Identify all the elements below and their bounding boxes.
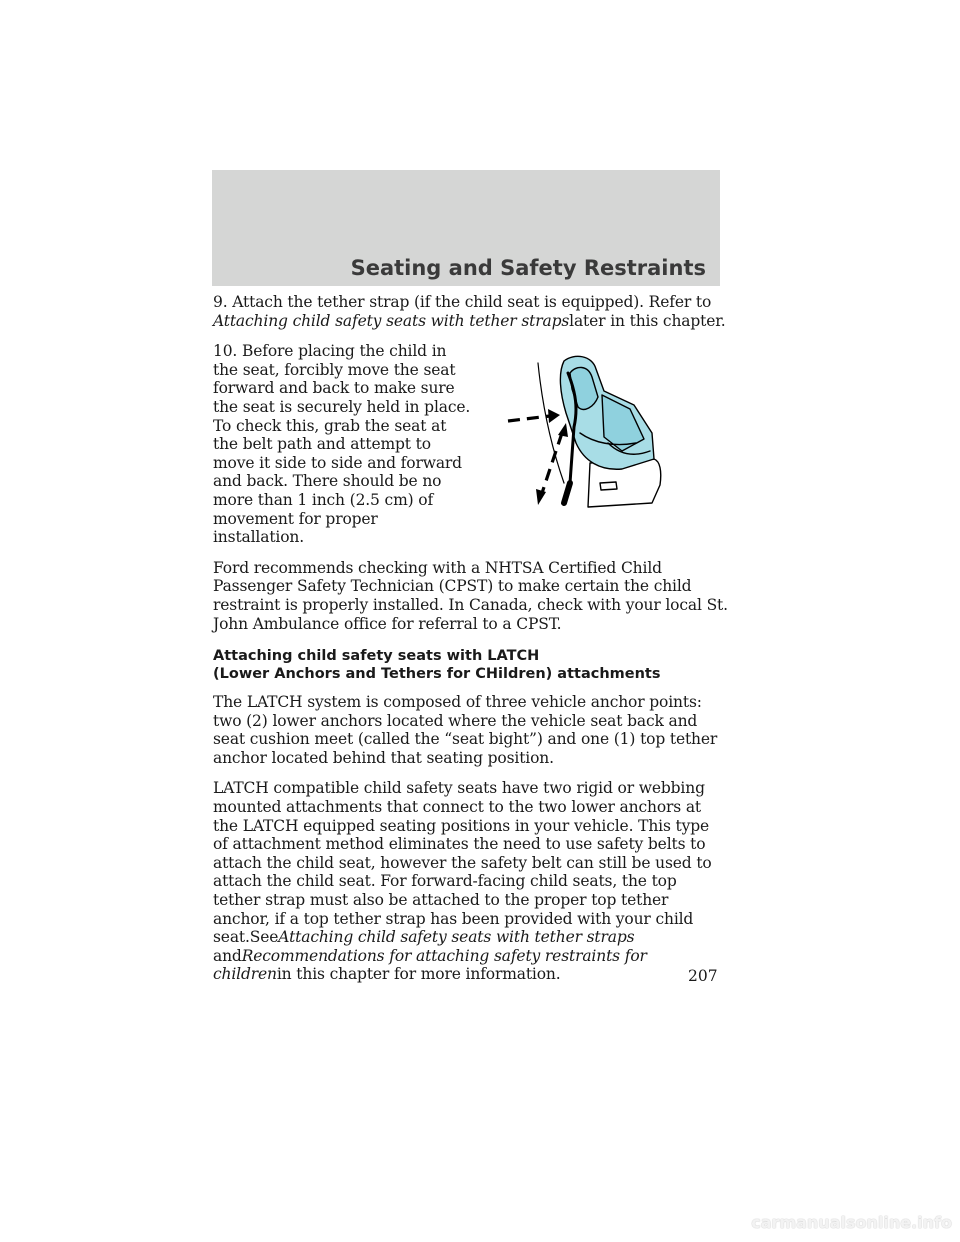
cpst-paragraph: Ford recommends checking with a NHTSA Certified Child Passenger Safety Technician (CPST) to make certain the child restraint is properly installed. In Canada, check with your local St. John Ambulance office for referral to a CPST. xyxy=(213,558,728,633)
page-number: 207 xyxy=(688,967,718,985)
page-content xyxy=(213,293,728,996)
watermark: carmanualsonline.info xyxy=(751,1213,952,1232)
tether-link: Attaching child safety seats with tether straps xyxy=(278,928,635,947)
latch-paragraph-1: The LATCH system is composed of three vehicle anchor points: two (2) lower anchors located where the vehicle seat back and seat cushion meet (called the “seat bight”) and one (1) top tether anchor located behind that seating position. xyxy=(213,693,718,767)
child-seat-illustration xyxy=(504,343,676,511)
fore-aft-arrow xyxy=(508,416,550,421)
latch-heading: Attaching child safety seats with LATCH (Lower Anchors and Tethers for CHildren) attachments xyxy=(213,648,661,683)
step-10-paragraph: 10. Before placing the child in the seat, forcibly move the seat forward and back to make sure the seat is securely held in place. To check this, grab the seat at the belt path and attempt to move it side to side and forward and back. There should be no more than 1 inch (2.5 cm) of movement for proper installation. xyxy=(213,342,471,547)
section-title: Seating and Safety Restraints xyxy=(350,256,706,280)
step-10-block xyxy=(213,342,728,547)
recommendations-link: Recommendations for attaching safety restraints for children xyxy=(213,946,647,984)
section-header-bar xyxy=(212,170,720,286)
latch-paragraph-2: LATCH compatible child safety seats have two rigid or webbing mounted attachments that connect to the two lower anchors at the LATCH equipped seating positions in your vehicle. This type of attachment method eliminates the need to use safety belts to attach the child seat, however the safety belt can still be used to attach the child seat. For forward-facing child seats, the top tether strap must also be attached to the proper top tether anchor, if a top tether strap has been provided with your child seat.SeeAttaching child safety seats with tether straps andRecommendations for attaching safety restraints for childrenin this chapter for more information. xyxy=(213,779,712,984)
step-9-paragraph: 9. Attach the tether strap (if the child seat is equipped). Refer to Attaching child safety seats with tether strapslater in this chapter. xyxy=(213,293,726,330)
step-9-link: Attaching child safety seats with tether straps xyxy=(213,311,570,330)
